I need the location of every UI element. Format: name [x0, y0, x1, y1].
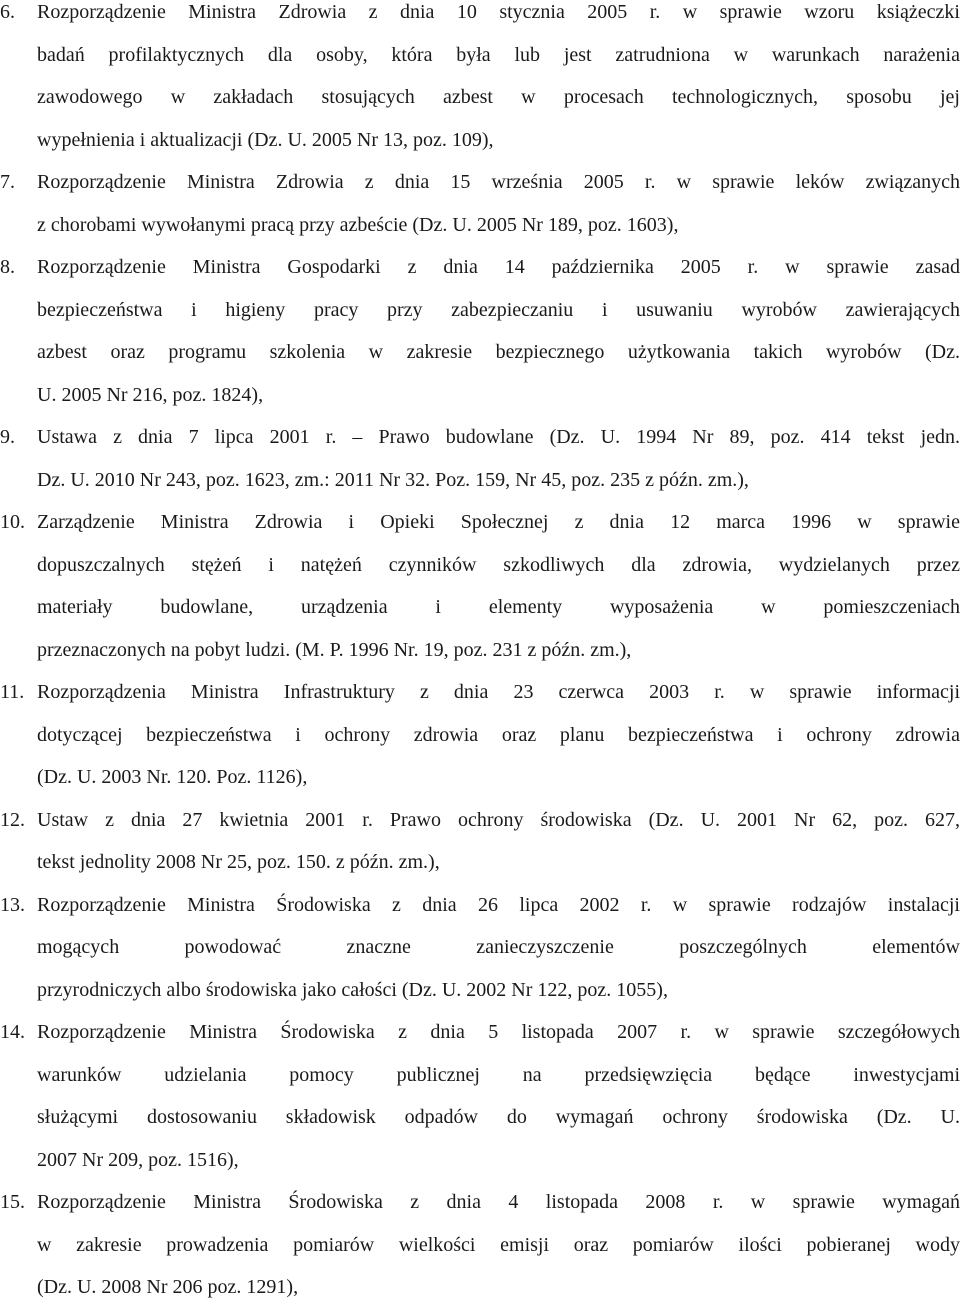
text-line: Rozporządzenie Ministra Zdrowia z dnia 15 września 2005 r. w sprawie leków związanych — [37, 171, 960, 193]
text-line: warunków udzielania pomocy publicznej na przedsięwzięcia będące inwestycjami — [37, 1063, 960, 1086]
list-item-11 — [0, 671, 960, 799]
text-line: badań profilaktycznych dla osoby, która była lub jest zatrudniona w warunkach narażenia — [37, 43, 960, 66]
list-item-13 — [0, 884, 960, 1012]
text-line: wypełnienia i aktualizacji (Dz. U. 2005 Nr 13, poz. 109), — [37, 128, 494, 151]
text-line: Dz. U. 2010 Nr 243, poz. 1623, zm.: 2011 Nr 32. Poz. 159, Nr 45, poz. 235 z późn. zm.), — [37, 468, 749, 491]
item-text — [37, 416, 960, 501]
text-line: przeznaczonych na pobyt ludzi. (M. P. 1996 Nr. 19, poz. 231 z późn. zm.), — [37, 638, 632, 661]
text-line: azbest oraz programu szkolenia w zakresie bezpiecznego użytkowania takich wyrobów (Dz. — [37, 341, 960, 363]
item-text — [37, 246, 960, 416]
item-number: 13. — [0, 893, 25, 916]
text-line: materiały budowlane, urządzenia i elementy wyposażenia w pomieszczeniach — [37, 596, 960, 618]
list-item-6 — [0, 0, 960, 161]
text-line: dotyczącej bezpieczeństwa i ochrony zdrowia oraz planu bezpieczeństwa i ochrony zdrowia — [37, 723, 960, 746]
text-line: przyrodniczych albo środowiska jako całości (Dz. U. 2002 Nr 122, poz. 1055), — [37, 978, 668, 1001]
text-line: U. 2005 Nr 216, poz. 1824), — [37, 383, 264, 406]
item-text — [37, 1011, 960, 1181]
text-line: Rozporządzenia Ministra Infrastruktury z dnia 23 czerwca 2003 r. w sprawie informacji — [37, 681, 960, 703]
item-number: 12. — [0, 808, 25, 831]
text-line: z chorobami wywołanymi pracą przy azbeście (Dz. U. 2005 Nr 189, poz. 1603), — [37, 213, 679, 236]
text-line: mogących powodować znaczne zanieczyszczenie poszczególnych elementów — [37, 936, 960, 958]
item-number: 10. — [0, 511, 25, 533]
list-item-14 — [0, 1011, 960, 1181]
list-item-10 — [0, 501, 960, 671]
item-text — [37, 0, 960, 161]
text-line: dopuszczalnych stężeń i natężeń czynników szkodliwych dla zdrowia, wydzielanych przez — [37, 553, 960, 576]
text-line: (Dz. U. 2003 Nr. 120. Poz. 1126), — [37, 766, 308, 788]
text-line: 2007 Nr 209, poz. 1516), — [37, 1148, 239, 1171]
item-text — [37, 884, 960, 1012]
item-text — [37, 501, 960, 671]
text-line: (Dz. U. 2008 Nr 206 poz. 1291), — [37, 1276, 299, 1298]
text-line: Zarządzenie Ministra Zdrowia i Opieki Społecznej z dnia 12 marca 1996 w sprawie — [37, 511, 960, 533]
item-number: 9. — [0, 426, 15, 448]
text-line: Ustaw z dnia 27 kwietnia 2001 r. Prawo ochrony środowiska (Dz. U. 2001 Nr 62, poz. 627, — [37, 808, 960, 831]
list-item-7 — [0, 161, 960, 246]
item-number: 14. — [0, 1021, 25, 1043]
text-line: w zakresie prowadzenia pomiarów wielkości emisji oraz pomiarów ilości pobieranej wody — [37, 1233, 960, 1256]
item-text — [37, 161, 960, 246]
text-line: bezpieczeństwa i higieny pracy przy zabezpieczaniu i usuwaniu wyrobów zawierających — [37, 298, 960, 321]
list-item-12 — [0, 799, 960, 884]
text-line: Rozporządzenie Ministra Środowiska z dnia 26 lipca 2002 r. w sprawie rodzajów instalacji — [37, 893, 960, 916]
item-number: 6. — [0, 1, 15, 23]
item-number: 7. — [0, 171, 15, 193]
text-line: zawodowego w zakładach stosujących azbest w procesach technologicznych, sposobu jej — [37, 86, 960, 108]
text-line: tekst jednolity 2008 Nr 25, poz. 150. z późn. zm.), — [37, 851, 440, 873]
list-item-15 — [0, 1181, 960, 1309]
text-line: Rozporządzenie Ministra Gospodarki z dnia 14 października 2005 r. w sprawie zasad — [37, 256, 960, 278]
text-line: Rozporządzenie Ministra Zdrowia z dnia 10 stycznia 2005 r. w sprawie wzoru książeczki — [37, 1, 960, 23]
text-line: Rozporządzenie Ministra Środowiska z dnia 5 listopada 2007 r. w sprawie szczegółowych — [37, 1021, 960, 1043]
text-line: służącymi dostosowaniu składowisk odpadów do wymagań ochrony środowiska (Dz. U. — [37, 1106, 960, 1128]
item-text — [37, 1181, 960, 1309]
item-text — [37, 671, 960, 799]
item-number: 15. — [0, 1191, 25, 1213]
text-line: Ustawa z dnia 7 lipca 2001 r. – Prawo budowlane (Dz. U. 1994 Nr 89, poz. 414 tekst jedn. — [37, 426, 960, 448]
item-number: 11. — [0, 681, 25, 703]
list-item-9 — [0, 416, 960, 501]
item-text — [37, 799, 960, 884]
text-line: Rozporządzenie Ministra Środowiska z dnia 4 listopada 2008 r. w sprawie wymagań — [37, 1191, 960, 1213]
item-number: 8. — [0, 256, 15, 278]
list-item-8 — [0, 246, 960, 416]
